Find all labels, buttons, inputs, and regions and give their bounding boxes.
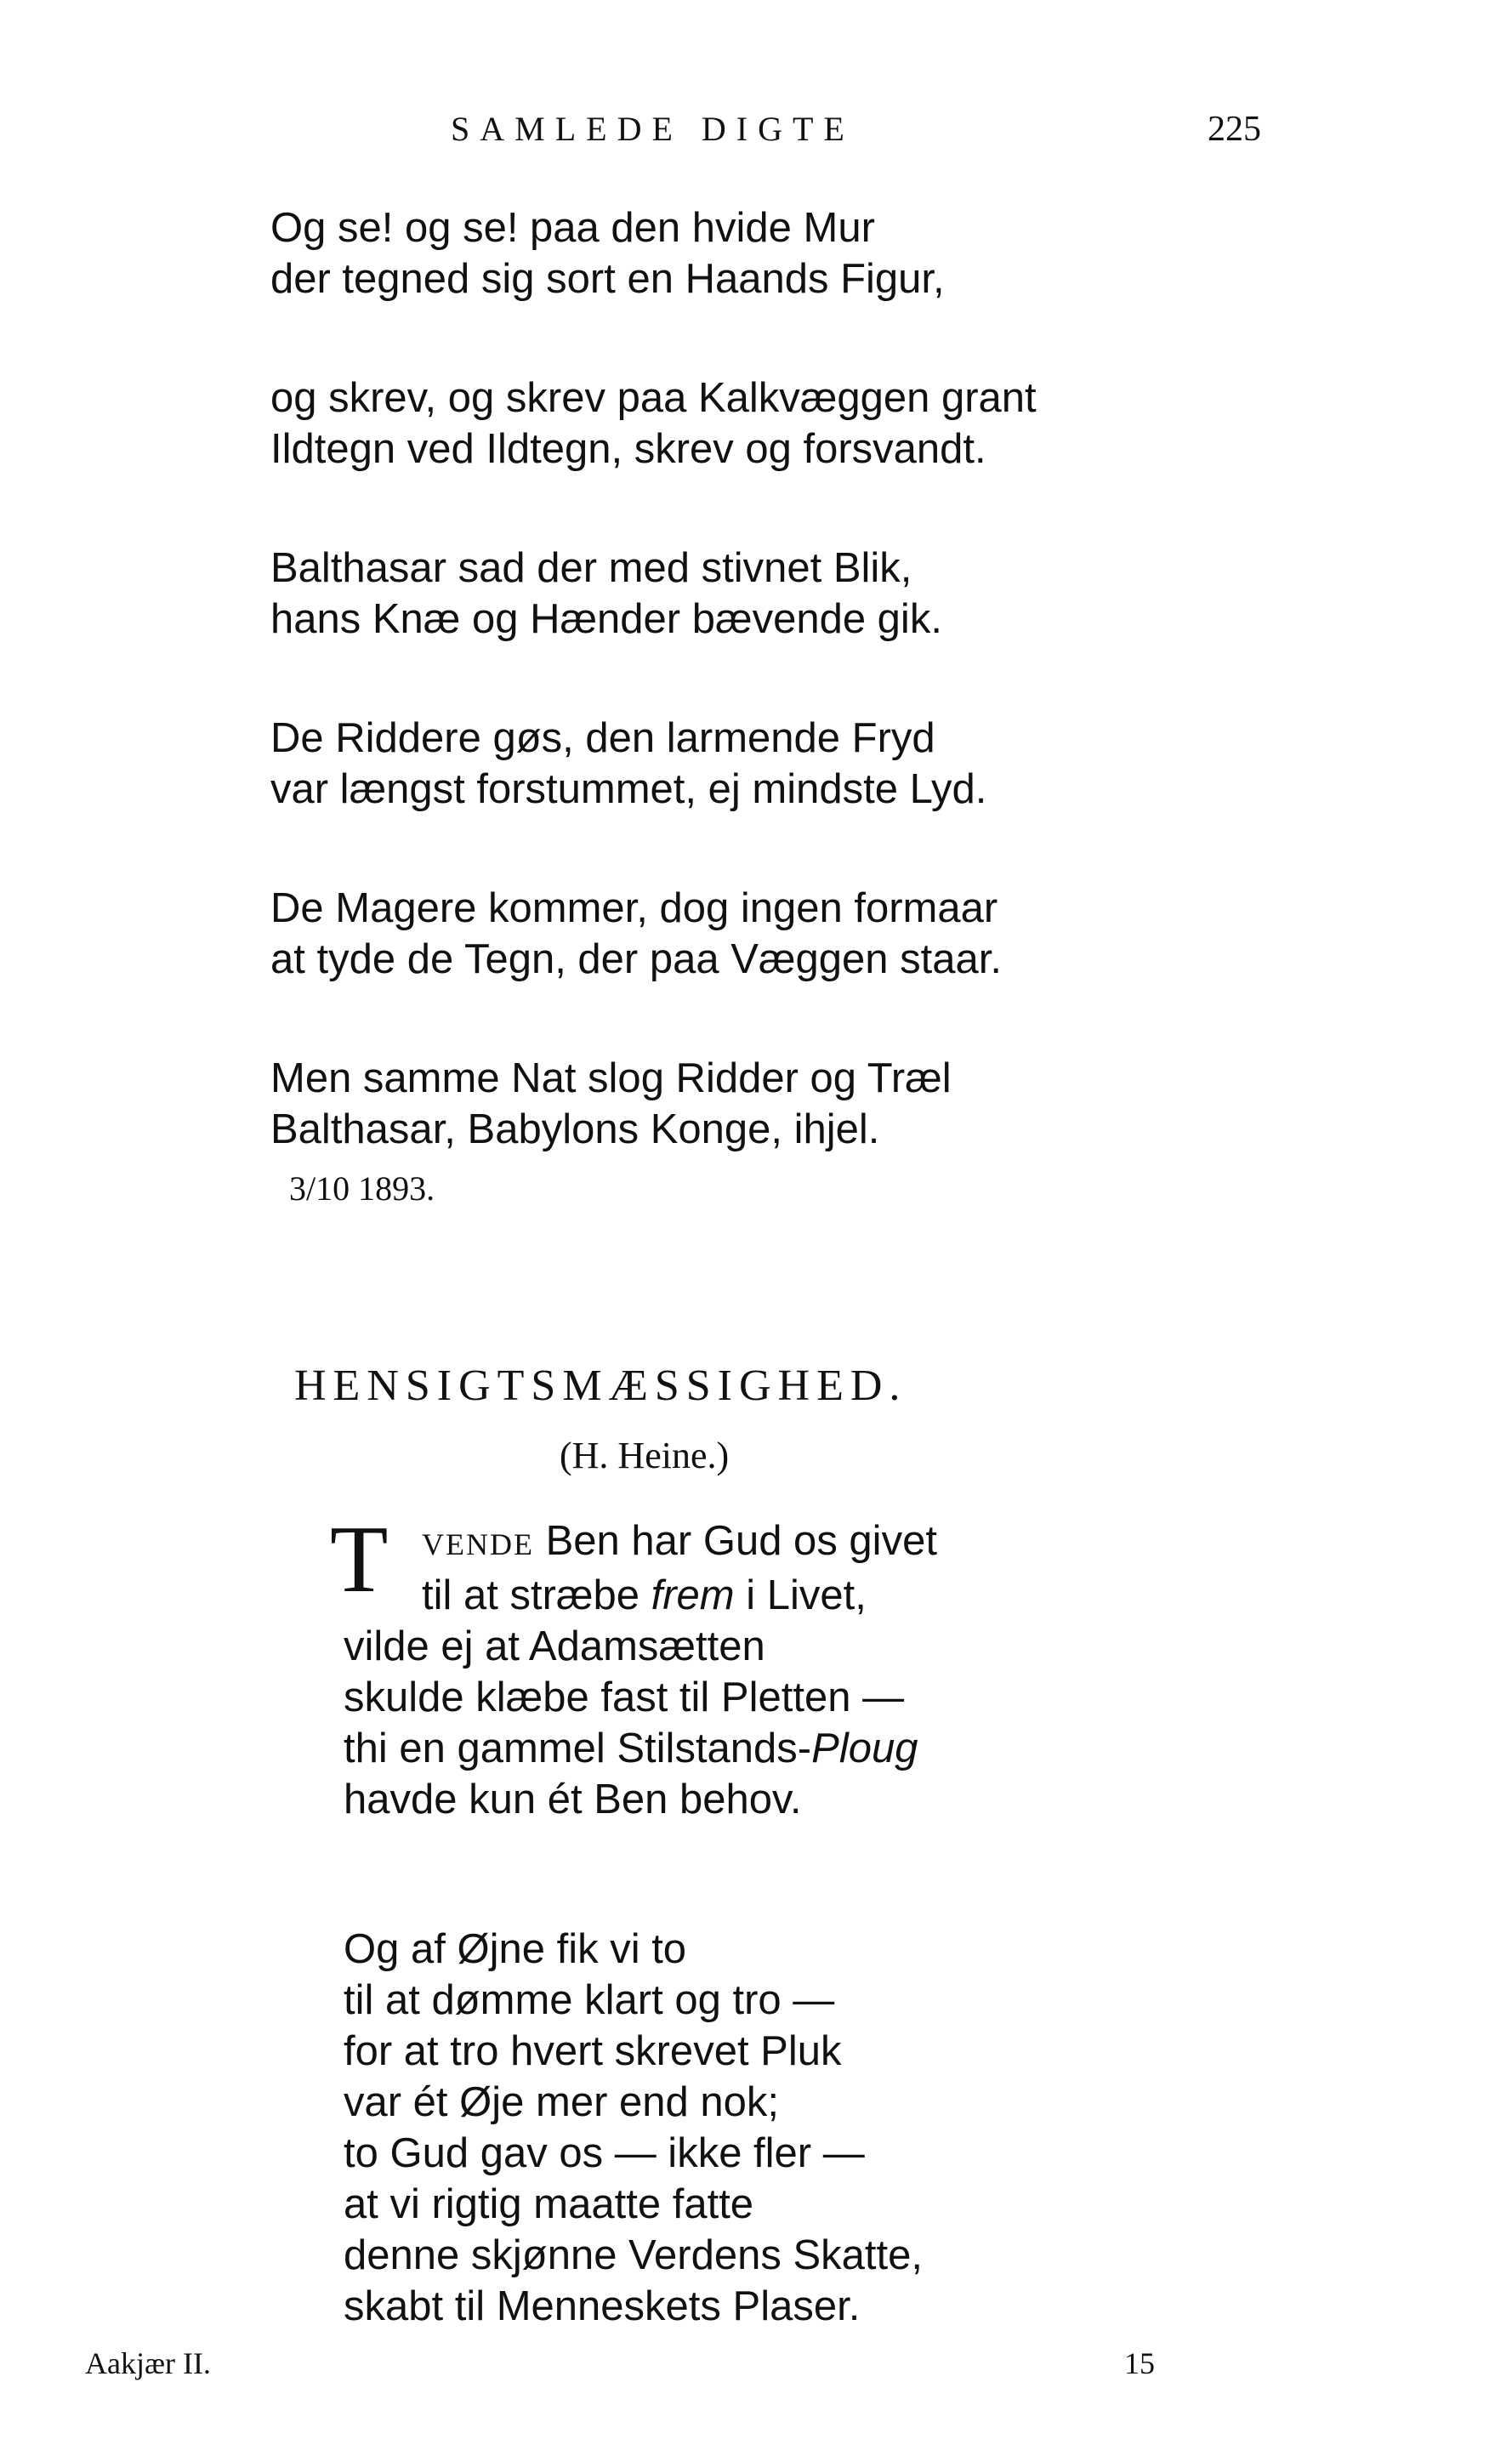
poem-2: [330, 1507, 1364, 2332]
poem-line: at tyde de Tegn, der paa Væggen staar.: [270, 936, 1002, 982]
poem-line: De Magere kommer, dog ingen formaar: [270, 885, 998, 931]
stanza: [344, 1924, 1364, 2332]
poem-line: denne skjønne Verdens Skatte,: [344, 2232, 923, 2278]
stanza: [270, 202, 1291, 304]
sheet-number: 15: [1124, 2346, 1155, 2380]
poem-line: hans Knæ og Hænder bævende gik.: [270, 596, 942, 642]
signature-mark: Aakjær II.: [85, 2346, 211, 2380]
poem-line: [344, 1570, 1364, 1621]
poem-line: Og af Øjne fik vi to: [344, 1926, 687, 1972]
poem-line: var længst forstummet, ej mindste Lyd.: [270, 766, 987, 812]
emphasis-text: frem: [651, 1572, 735, 1618]
poem-line: vilde ej at Adamsætten: [344, 1623, 765, 1669]
poem-line: [344, 1723, 1364, 1774]
poem-line: og skrev, og skrev paa Kalkvæggen grant: [270, 375, 1037, 421]
poem-title: HENSIGTSMÆSSIGHED.: [294, 1362, 907, 1410]
poem-line: skulde klæbe fast til Pletten —: [344, 1674, 905, 1720]
stanza: [330, 1507, 1364, 1825]
poem-line: Og se! og se! paa den hvide Mur: [270, 205, 875, 251]
first-line-text: Ben har Gud os givet: [533, 1518, 937, 1564]
poem-date: 3/10 1893.: [289, 1169, 435, 1208]
stanza: [270, 713, 1291, 815]
running-title: SAMLEDE DIGTE: [451, 110, 855, 148]
poem-line: Men samme Nat slog Ridder og Træl: [270, 1055, 952, 1101]
poem-1: [270, 202, 1291, 1155]
poem-line: for at tro hvert skrevet Pluk: [344, 2028, 842, 2074]
drop-cap: T: [330, 1507, 389, 1612]
stanza: [270, 372, 1291, 475]
poem-line: til at dømme klart og tro —: [344, 1977, 835, 2023]
line-text: thi en gammel Stilstands-: [344, 1725, 812, 1771]
page-number: 225: [1208, 110, 1261, 149]
first-word-smallcaps: VENDE: [422, 1527, 534, 1561]
line-text: til at stræbe: [422, 1572, 651, 1618]
poem-subtitle: (H. Heine.): [560, 1435, 730, 1476]
poem-line: var ét Øje mer end nok;: [344, 2079, 780, 2125]
poem-line: Balthasar sad der med stivnet Blik,: [270, 545, 912, 591]
poem-line: havde kun ét Ben behov.: [344, 1777, 802, 1822]
stanza: [270, 1053, 1291, 1155]
poem-line: De Riddere gøs, den larmende Fryd: [270, 715, 935, 761]
emphasis-text: Ploug: [811, 1725, 918, 1771]
line-text: i Livet,: [734, 1572, 867, 1618]
poem-line: to Gud gav os — ikke fler —: [344, 2130, 865, 2176]
poem-line: at vi rigtig maatte fatte: [344, 2181, 754, 2227]
poem-line: Ildtegn ved Ildtegn, skrev og forsvandt.: [270, 426, 986, 472]
stanza: [270, 883, 1291, 985]
poem-line: Balthasar, Babylons Konge, ihjel.: [270, 1106, 880, 1152]
stanza: [270, 543, 1291, 645]
poem-line: der tegned sig sort en Haands Figur,: [270, 256, 945, 302]
poem-line: skabt til Menneskets Plaser.: [344, 2283, 861, 2329]
